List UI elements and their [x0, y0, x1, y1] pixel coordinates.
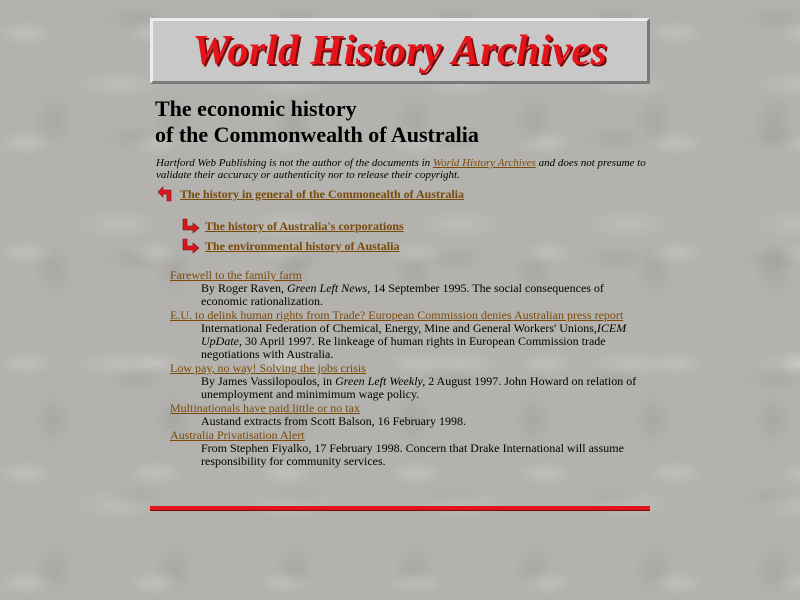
- list-item: [170, 362, 650, 401]
- footer-divider: [150, 506, 650, 511]
- list-item: [170, 429, 650, 468]
- site-banner[interactable]: [150, 18, 650, 84]
- article-source: Green Left Weekly,: [335, 374, 426, 388]
- article-list: [170, 269, 650, 468]
- article-source: ICEM UpDate: [201, 321, 627, 348]
- page-title-line2: of the Commonwealth of Australia: [155, 122, 479, 147]
- article-description: [170, 375, 650, 401]
- red-down-right-arrow-icon: [181, 218, 201, 234]
- article-description: [170, 282, 650, 308]
- article-title-link[interactable]: Multinationals have paid little or no tax: [170, 401, 360, 415]
- list-item: [170, 269, 650, 308]
- article-source: Green Left News,: [287, 281, 371, 295]
- nav-parent-link[interactable]: The history in general of the Commonealth of Australia: [180, 186, 464, 201]
- article-desc-text: International Federation of Chemical, Energy, Mine and General Workers' Unions,: [201, 321, 597, 335]
- banner-title: World History Archives: [192, 28, 608, 74]
- article-desc-text: By James Vassilopoulos, in: [201, 374, 336, 388]
- red-down-right-arrow-icon: [181, 238, 201, 254]
- page-title: [155, 96, 479, 148]
- list-item: [170, 309, 650, 361]
- article-desc-text: 14 September 1995. The social consequences of economic rationalization.: [201, 281, 604, 308]
- article-desc-text: , 30 April 1997. Re linkeage of human rights in European Commission trade negotiations with Australia.: [201, 334, 606, 361]
- nav-child-link-environment[interactable]: The environmental history of Austalia: [205, 238, 400, 253]
- nav-parent-item[interactable]: [156, 186, 464, 202]
- article-desc-text: 2 August 1997. John Howard on relation of unemployment and minimimum wage policy.: [201, 374, 637, 401]
- nav-child-item-environment[interactable]: [181, 238, 399, 254]
- article-description: [170, 415, 650, 428]
- article-desc-text: From Stephen Fiyalko, 17 February 1998. Concern that Drake International will assume responsibility for community services.: [201, 441, 624, 468]
- article-description: [170, 322, 650, 361]
- page-title-line1: The economic history: [155, 96, 357, 121]
- list-item: [170, 402, 650, 428]
- article-title-link[interactable]: Farewell to the family farm: [170, 268, 302, 282]
- red-up-left-arrow-icon: [156, 186, 176, 202]
- article-desc-text: Austand extracts from Scott Balson, 16 February 1998.: [201, 414, 466, 428]
- article-title-link[interactable]: Australia Privatisation Alert: [170, 428, 305, 442]
- article-desc-text: By Roger Raven,: [201, 281, 287, 295]
- article-title-link[interactable]: E.U. to delink human rights from Trade? European Commission denies Australian press report: [170, 308, 624, 322]
- article-title-link[interactable]: Low pay, no way! Solving the jobs crisis: [170, 361, 366, 375]
- nav-child-link-corporations[interactable]: The history of Australia's corporations: [205, 218, 404, 233]
- disclaimer-text-after: and does not presume to validate their accuracy or authenticity nor to release their copyright.: [156, 157, 646, 181]
- world-history-archives-link[interactable]: World History Archives: [432, 157, 536, 169]
- copyright-disclaimer: [156, 157, 646, 181]
- page-container: [150, 18, 650, 468]
- disclaimer-text-before: Hartford Web Publishing is not the author of the documents in: [156, 157, 433, 169]
- article-description: [170, 442, 650, 468]
- nav-child-item-corporations[interactable]: [181, 218, 404, 234]
